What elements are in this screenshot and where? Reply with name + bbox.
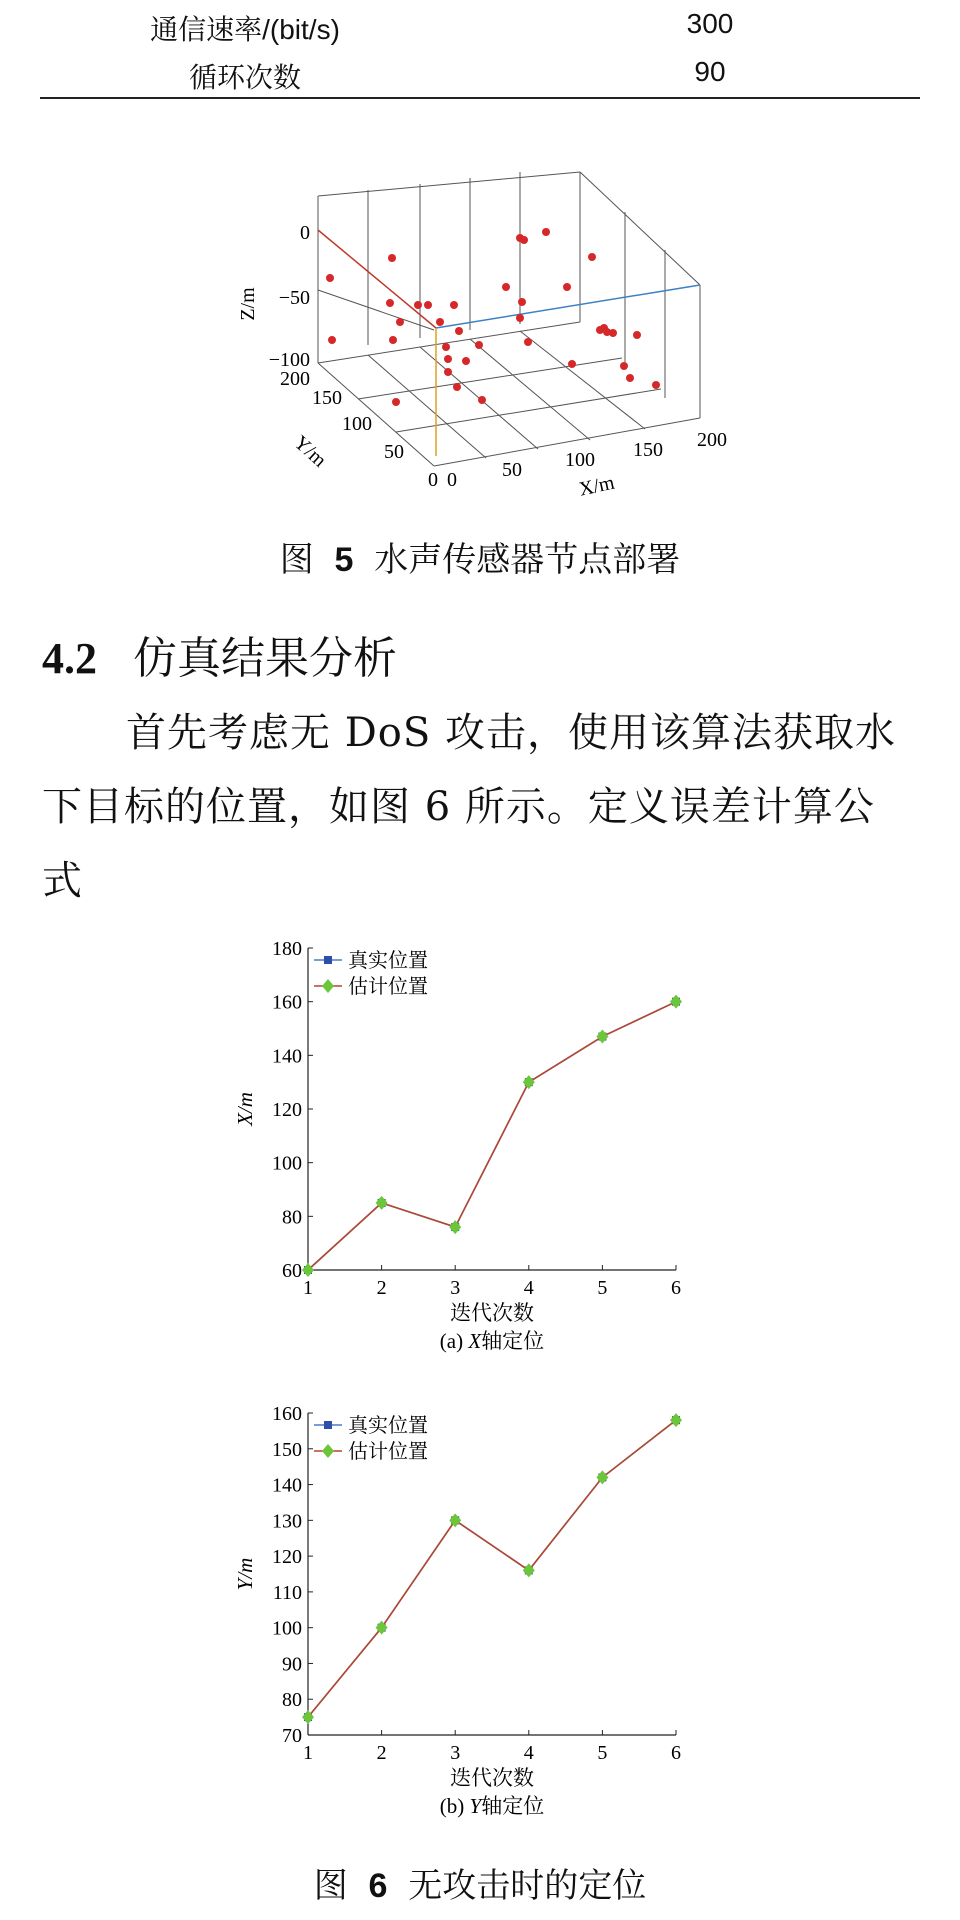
sensor-node	[600, 324, 608, 332]
series-line	[308, 1002, 676, 1270]
sensor-node	[502, 283, 510, 291]
sensor-node	[609, 329, 617, 337]
table-row	[40, 48, 920, 98]
x-tick-label: 4	[523, 1742, 534, 1764]
x-tick-label: 3	[450, 1742, 461, 1764]
sensor-node	[436, 318, 444, 326]
target-x-line	[436, 285, 700, 328]
sensor-node	[568, 360, 576, 368]
y-tick-label: 110	[272, 1581, 302, 1604]
sensor-node	[392, 398, 400, 406]
sensor-node	[542, 228, 550, 236]
legend-marker	[322, 979, 334, 993]
y-axis-label: X/m	[233, 1092, 257, 1126]
sensor-node	[326, 274, 334, 282]
x-tick: 0	[447, 469, 457, 491]
y-tick-label: 70	[282, 1725, 302, 1747]
legend-label: 真实位置	[348, 950, 428, 972]
z-tick: −100	[268, 349, 310, 371]
chart-subcaption: (b) Y轴定位	[439, 1794, 545, 1818]
figure6-caption	[0, 1858, 960, 1907]
sensor-node	[520, 236, 528, 244]
y-tick-label: 120	[272, 1099, 302, 1121]
y-tick-label: 100	[272, 1152, 302, 1175]
sensor-node	[442, 343, 450, 351]
data-point	[596, 1030, 608, 1044]
sensor-node	[388, 254, 396, 262]
sensor-node	[633, 331, 641, 339]
z-tick: 0	[300, 222, 310, 244]
figure5-box	[318, 172, 700, 466]
y-tick-label: 130	[272, 1510, 302, 1533]
y-tick: 150	[312, 387, 342, 409]
sensor-node	[328, 336, 336, 344]
data-point	[670, 1413, 682, 1427]
paragraph-line: 式	[42, 858, 83, 904]
y-tick-label: 140	[272, 1474, 302, 1497]
legend-label: 估计位置	[348, 976, 428, 998]
paragraph-line: 下目标的位置，如图 6 所示。定义误差计算公	[42, 784, 875, 830]
data-point	[449, 1220, 461, 1234]
caption-number: 6	[368, 1867, 388, 1905]
paragraph-line: 首先考虑无 DoS 攻击，使用该算法获取水	[126, 710, 896, 756]
sensor-node	[453, 383, 461, 391]
table-cell-value: 300	[686, 8, 734, 39]
section-number: 4.2	[42, 634, 97, 683]
x-tick: 150	[633, 439, 663, 461]
data-point	[523, 1075, 535, 1089]
y-tick-label: 80	[282, 1206, 302, 1229]
y-tick: 100	[342, 413, 372, 435]
x-tick: 50	[502, 459, 522, 481]
y-axis-label: Y/m	[233, 1557, 257, 1591]
sensor-node	[444, 355, 452, 363]
y-tick-label: 180	[272, 938, 302, 960]
x-tick-label: 5	[597, 1277, 608, 1299]
sensor-node	[516, 314, 524, 322]
y-tick-label: 100	[272, 1617, 302, 1640]
y-tick-label: 160	[272, 1403, 302, 1425]
table-cell-value: 90	[694, 56, 726, 87]
caption-number: 5	[334, 541, 354, 579]
y-tick: 200	[280, 368, 310, 390]
x-tick-label: 4	[523, 1277, 534, 1299]
sensor-node	[478, 396, 486, 404]
sensor-node	[620, 362, 628, 370]
sensor-node	[455, 327, 463, 335]
data-point	[670, 995, 682, 1009]
sensor-node	[475, 341, 483, 349]
x-tick-label: 2	[376, 1277, 387, 1299]
table-row	[40, 0, 920, 50]
sensor-node	[652, 381, 660, 389]
x-tick-label: 6	[671, 1742, 681, 1764]
chart-y-positioning	[220, 1395, 740, 1845]
series-line	[308, 1002, 676, 1270]
y-tick-label: 160	[272, 991, 302, 1014]
x-axis-label: X/m	[577, 471, 617, 501]
y-tick: 50	[384, 441, 404, 463]
sensor-node	[462, 357, 470, 365]
sensor-node	[424, 301, 432, 309]
legend-marker	[324, 1421, 332, 1429]
y-tick-label: 150	[272, 1438, 302, 1461]
series-line	[308, 1420, 676, 1717]
x-tick-label: 5	[597, 1742, 608, 1764]
x-axis-label: 迭代次数	[450, 1301, 534, 1325]
sensor-node	[450, 301, 458, 309]
table-cell-label: 循环次数	[188, 62, 301, 93]
table-bottom-rule	[40, 97, 920, 99]
y-tick-label: 80	[282, 1689, 302, 1712]
x-axis-label: 迭代次数	[450, 1766, 534, 1790]
sensor-node	[386, 299, 394, 307]
sensor-node	[389, 336, 397, 344]
sensor-node	[563, 283, 571, 291]
caption-prefix: 图	[313, 1866, 348, 1906]
sensor-node	[518, 298, 526, 306]
x-tick-label: 2	[376, 1742, 387, 1764]
figure5-caption	[0, 532, 960, 581]
y-tick-label: 60	[282, 1260, 302, 1282]
table-cell-label: 通信速率/(bit/s)	[150, 14, 340, 45]
x-tick-label: 3	[450, 1277, 461, 1299]
target-z-line	[318, 230, 436, 328]
section-heading	[42, 622, 397, 686]
sensor-node	[588, 253, 596, 261]
y-tick-label: 140	[272, 1045, 302, 1068]
x-tick-label: 1	[303, 1742, 313, 1764]
sensor-node	[524, 338, 532, 346]
y-axis-label: Y/m	[289, 431, 331, 472]
x-tick: 200	[697, 429, 727, 451]
chart-subcaption: (a) X轴定位	[439, 1329, 545, 1353]
x-tick-label: 6	[671, 1277, 681, 1299]
caption-prefix: 图	[279, 540, 314, 580]
caption-text: 水声传感器节点部署	[374, 540, 681, 580]
y-tick-label: 90	[282, 1653, 302, 1676]
legend-label: 估计位置	[348, 1441, 428, 1463]
legend-marker	[324, 956, 332, 964]
chart-x-positioning	[220, 930, 740, 1380]
sensor-node	[626, 374, 634, 382]
sensor-node	[444, 368, 452, 376]
x-tick: 100	[565, 449, 595, 471]
legend-label: 真实位置	[348, 1415, 428, 1437]
y-tick: 0	[428, 469, 438, 491]
sensor-nodes	[326, 228, 660, 406]
section-title: 仿真结果分析	[133, 633, 397, 684]
series-line	[308, 1420, 676, 1717]
figure5-3d-scatter	[220, 170, 740, 510]
caption-text: 无攻击时的定位	[408, 1866, 647, 1906]
x-tick-label: 1	[303, 1277, 313, 1299]
sensor-node	[414, 301, 422, 309]
legend-marker	[322, 1444, 334, 1458]
y-tick-label: 120	[272, 1546, 302, 1569]
z-axis-label: Z/m	[237, 287, 259, 321]
sensor-node	[396, 318, 404, 326]
z-tick: −50	[278, 287, 310, 309]
